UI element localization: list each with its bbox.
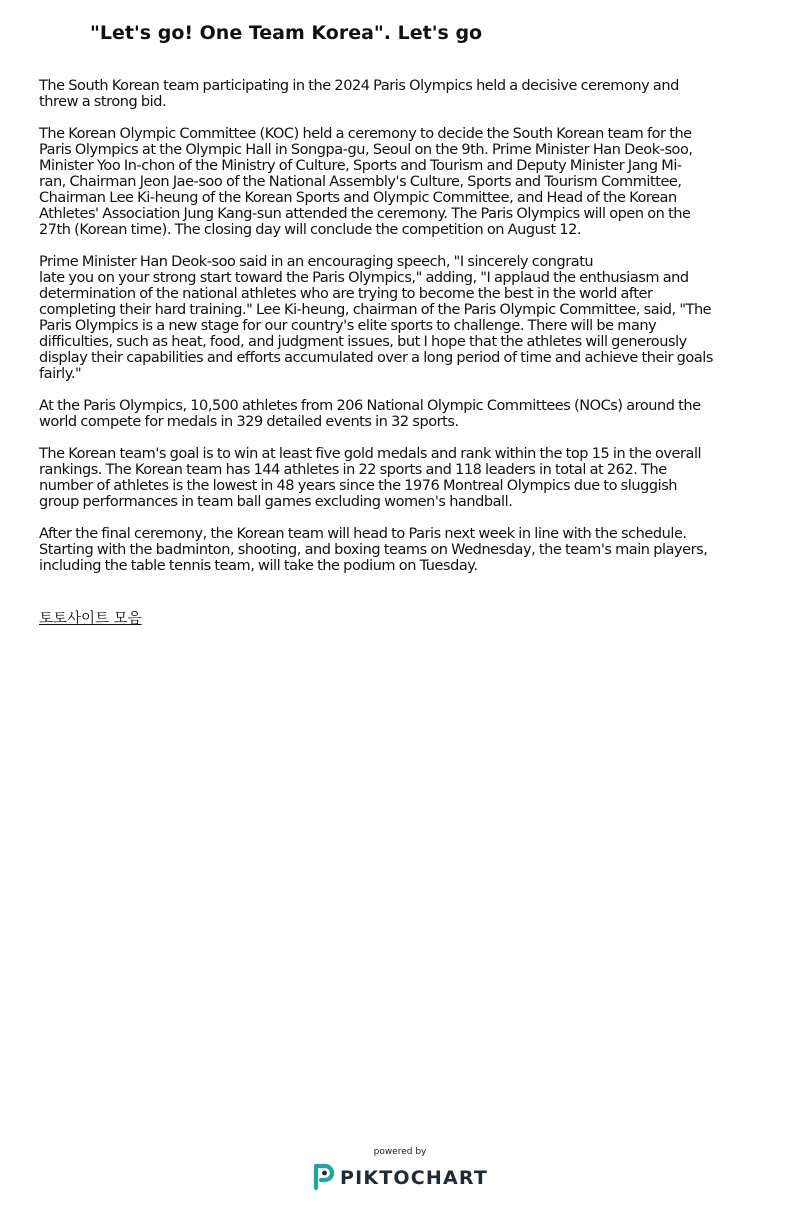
- paragraph-schedule: After the final ceremony, the Korean team will head to Paris next week in line with the schedule. Starting with the badminton, shooting, and boxing teams on Wednesday, the team's main players, including the table tennis team, will take the podium on Tuesday.: [39, 526, 708, 574]
- piktochart-brand[interactable]: [312, 1162, 488, 1194]
- paragraph-athletes: At the Paris Olympics, 10,500 athletes from 206 National Olympic Committees (NOCs) around the world compete for medals in 329 detailed events in 32 sports.: [39, 398, 701, 430]
- paragraph-intro: The South Korean team participating in the 2024 Paris Olympics held a decisive ceremony and threw a strong bid.: [39, 78, 679, 110]
- article-body: [39, 78, 781, 628]
- piktochart-wordmark: PIKTOCHART: [339, 1167, 489, 1189]
- paragraph-goals: The Korean team's goal is to win at least five gold medals and rank within the top 15 in the overall rankings. The Korean team has 144 athletes in 22 sports and 118 leaders in total at 262. The number of athletes is the lowest in 48 years since the 1976 Montreal Olympics due to sluggish group performances in team ball games excluding women's handball.: [39, 446, 702, 510]
- page-title: "Let's go! One Team Korea". Let's go: [90, 22, 483, 44]
- piktochart-footer[interactable]: [0, 1146, 800, 1194]
- powered-by-label: powered by: [373, 1147, 427, 1157]
- paragraph-ceremony: The Korean Olympic Committee (KOC) held a ceremony to decide the South Korean team for the Paris Olympics at the Olympic Hall in Songpa-gu, Seoul on the 9th. Prime Minister Han Deok-soo, Minister Yoo In-chon of the Ministry of Culture, Sports and Tourism and Deputy Minister Jang Mi- ran, Chairman Jeon Jae-soo of the National Assembly's Culture, Sports and Tourism Committee, Chairman Lee Ki-heung of the Korean Sports and Olympic Committee, and Head of the Korean Athletes' Association Jung Kang-sun attended the ceremony. The Paris Olympics will open on the 27th (Korean time). The closing day will conclude the competition on August 12.: [39, 126, 693, 238]
- piktochart-logo-icon: [312, 1162, 334, 1194]
- toto-site-link[interactable]: 토토사이트 모음: [39, 611, 142, 627]
- paragraph-speech: Prime Minister Han Deok-soo said in an encouraging speech, "I sincerely congratu late you on your strong start toward the Paris Olympics," adding, "I applaud the enthusiasm and determination of the national athletes who are trying to become the best in the world after completing their hard training." Lee Ki-heung, chairman of the Paris Olympic Committee, said, "The Paris Olympics is a new stage for our country's elite sports to challenge. There will be many difficulties, such as heat, food, and judgment issues, but I hope that the athletes will generously display their capabilities and efforts accumulated over a long period of time and achieve their goals fairly.": [39, 254, 713, 382]
